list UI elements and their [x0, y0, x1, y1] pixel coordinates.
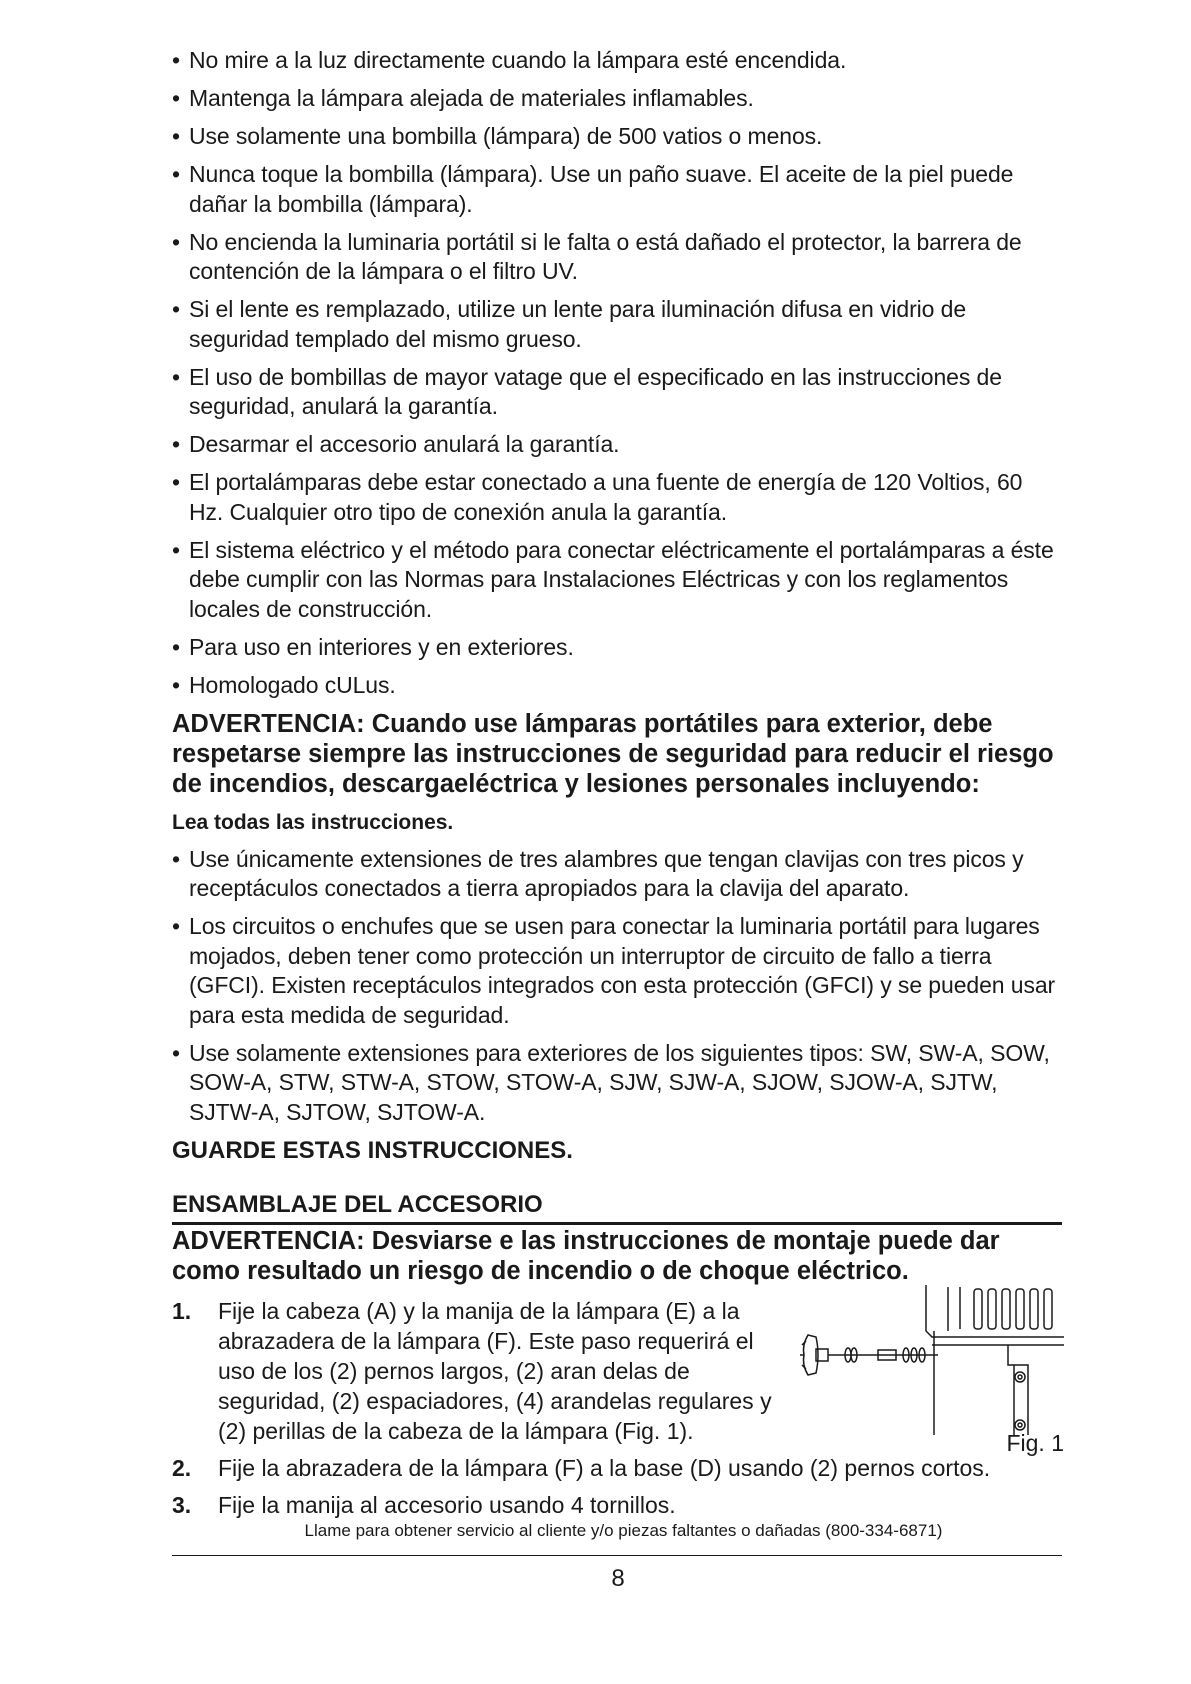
customer-service-note: Llame para obtener servicio al cliente y/o piezas faltantes o dañadas (800-334-6871): [304, 1521, 943, 1540]
footer-divider: [172, 1555, 1062, 1556]
figure-label: Fig. 1: [1006, 1429, 1064, 1456]
extension-bullet-list: [172, 845, 1062, 1128]
bullet-glyph: •: [172, 85, 180, 111]
step-1: [172, 1296, 773, 1446]
step-text: Fije la cabeza (A) y la manija de la lámpara (E) a la abrazadera de la lámpara (F). Este paso requerirá el uso de los (2) pernos largos, (2) aran delas de seguridad, (2) espaciadores, (4) arandelas regulares y (2) perillas de la cabeza de la lámpara (Fig. 1).: [218, 1297, 772, 1444]
bullet-glyph: •: [172, 469, 180, 495]
safety-bullet-list: [172, 46, 1062, 700]
list-item: • No encienda la luminaria portátil si le falta o está dañado el protector, la barrera de contención de la lámpara o el filtro UV.: [172, 228, 1022, 284]
lamp-bracket-diagram: [798, 1285, 1064, 1453]
list-item: • Desarmar el accesorio anulará la garantía.: [172, 430, 1062, 460]
assembly-steps: [172, 1296, 1062, 1520]
step-number: 3.: [172, 1491, 192, 1518]
list-item: • Mantenga la lámpara alejada de materiales inflamables.: [172, 84, 1062, 114]
bullet-glyph: •: [172, 363, 180, 390]
bullet-glyph: •: [172, 633, 180, 660]
bullet-glyph: •: [172, 228, 180, 255]
read-all-instructions: Lea todas las instrucciones.: [172, 810, 454, 834]
bullet-glyph: •: [172, 431, 180, 457]
page-content: [172, 46, 1062, 1527]
list-item: • Para uso en interiores y en exteriores.: [172, 633, 1062, 663]
bullet-glyph: •: [172, 161, 180, 187]
list-item: • Use únicamente extensiones de tres alambres que tengan clavijas con tres picos y receptáculos conectados a tierra apropiados para la clavija del aparato.: [172, 845, 1024, 901]
list-item: • El portalámparas debe estar conectado a una fuente de energía de 120 Voltios, 60 Hz. Cualquier otro tipo de conexión anula la garantía.: [172, 469, 1023, 525]
outdoor-warning-heading: ADVERTENCIA: Cuando use lámparas portátiles para exterior, debe respetarse siempre las instrucciones de seguridad para reducir el riesgo de incendios, descargaeléctrica y lesiones personales incluyendo:: [172, 709, 1054, 798]
bullet-glyph: •: [172, 845, 180, 872]
step-2: [172, 1453, 1062, 1483]
step-number: 2.: [172, 1454, 192, 1481]
list-item: • Homologado cULus.: [172, 671, 1062, 701]
list-item: • Los circuitos o enchufes que se usen para conectar la luminaria portátil para lugares mojados, deben tener como protección un interruptor de circuito de fallo a tierra (GFCI). Existen receptáculos integrados con esta protección (GFCI) y se pueden usar para esta medida de seguridad.: [172, 913, 1056, 1028]
list-item: • Si el lente es remplazado, utilize un lente para iluminación difusa en vidrio de seguridad templado del mismo grueso.: [172, 296, 967, 352]
step-number: 1.: [172, 1297, 192, 1324]
list-item: • Nunca toque la bombilla (lámpara). Use un paño suave. El aceite de la piel puede dañar la bombilla (lámpara).: [172, 161, 1014, 217]
page-number: 8: [611, 1565, 625, 1592]
step-3: [172, 1490, 1062, 1520]
list-item: • No mire a la luz directamente cuando la lámpara esté encendida.: [172, 46, 1062, 76]
bullet-glyph: •: [172, 671, 180, 698]
bullet-glyph: •: [172, 536, 180, 563]
bullet-glyph: •: [172, 296, 180, 322]
step-text: Fije la abrazadera de la lámpara (F) a la base (D) usando (2) pernos cortos.: [218, 1454, 991, 1481]
assembly-warning-heading: ADVERTENCIA: Desviarse e las instrucciones de montaje puede dar como resultado un riesgo de incendio o de choque eléctrico.: [172, 1226, 1000, 1285]
figure-1: [798, 1285, 1064, 1456]
list-item: • El uso de bombillas de mayor vatage que el especificado en las instrucciones de seguridad, anulará la garantía.: [172, 363, 1002, 419]
save-instructions-heading: GUARDE ESTAS INSTRUCCIONES.: [172, 1136, 573, 1164]
bullet-glyph: •: [172, 123, 180, 149]
bullet-glyph: •: [172, 47, 180, 73]
step-text: Fije la manija al accesorio usando 4 tornillos.: [218, 1491, 676, 1518]
list-item: • El sistema eléctrico y el método para conectar eléctricamente el portalámparas a éste debe cumplir con las Normas para Instalaciones Eléctricas y con los reglamentos locales de construcción.: [172, 536, 1054, 622]
list-item: • Use solamente una bombilla (lámpara) de 500 vatios o menos.: [172, 122, 1062, 152]
list-item: • Use solamente extensiones para exteriores de los siguientes tipos: SW, SW-A, SOW, SOW-A, STW, STW-A, STOW, STOW-A, SJW, SJW-A, SJOW, SJOW-A, SJTW, SJTW-A, SJTOW, SJTOW-A.: [172, 1039, 1050, 1125]
bullet-glyph: •: [172, 913, 180, 939]
bullet-glyph: •: [172, 1039, 180, 1066]
section-title: ENSAMBLAJE DEL ACCESORIO: [172, 1190, 1062, 1225]
